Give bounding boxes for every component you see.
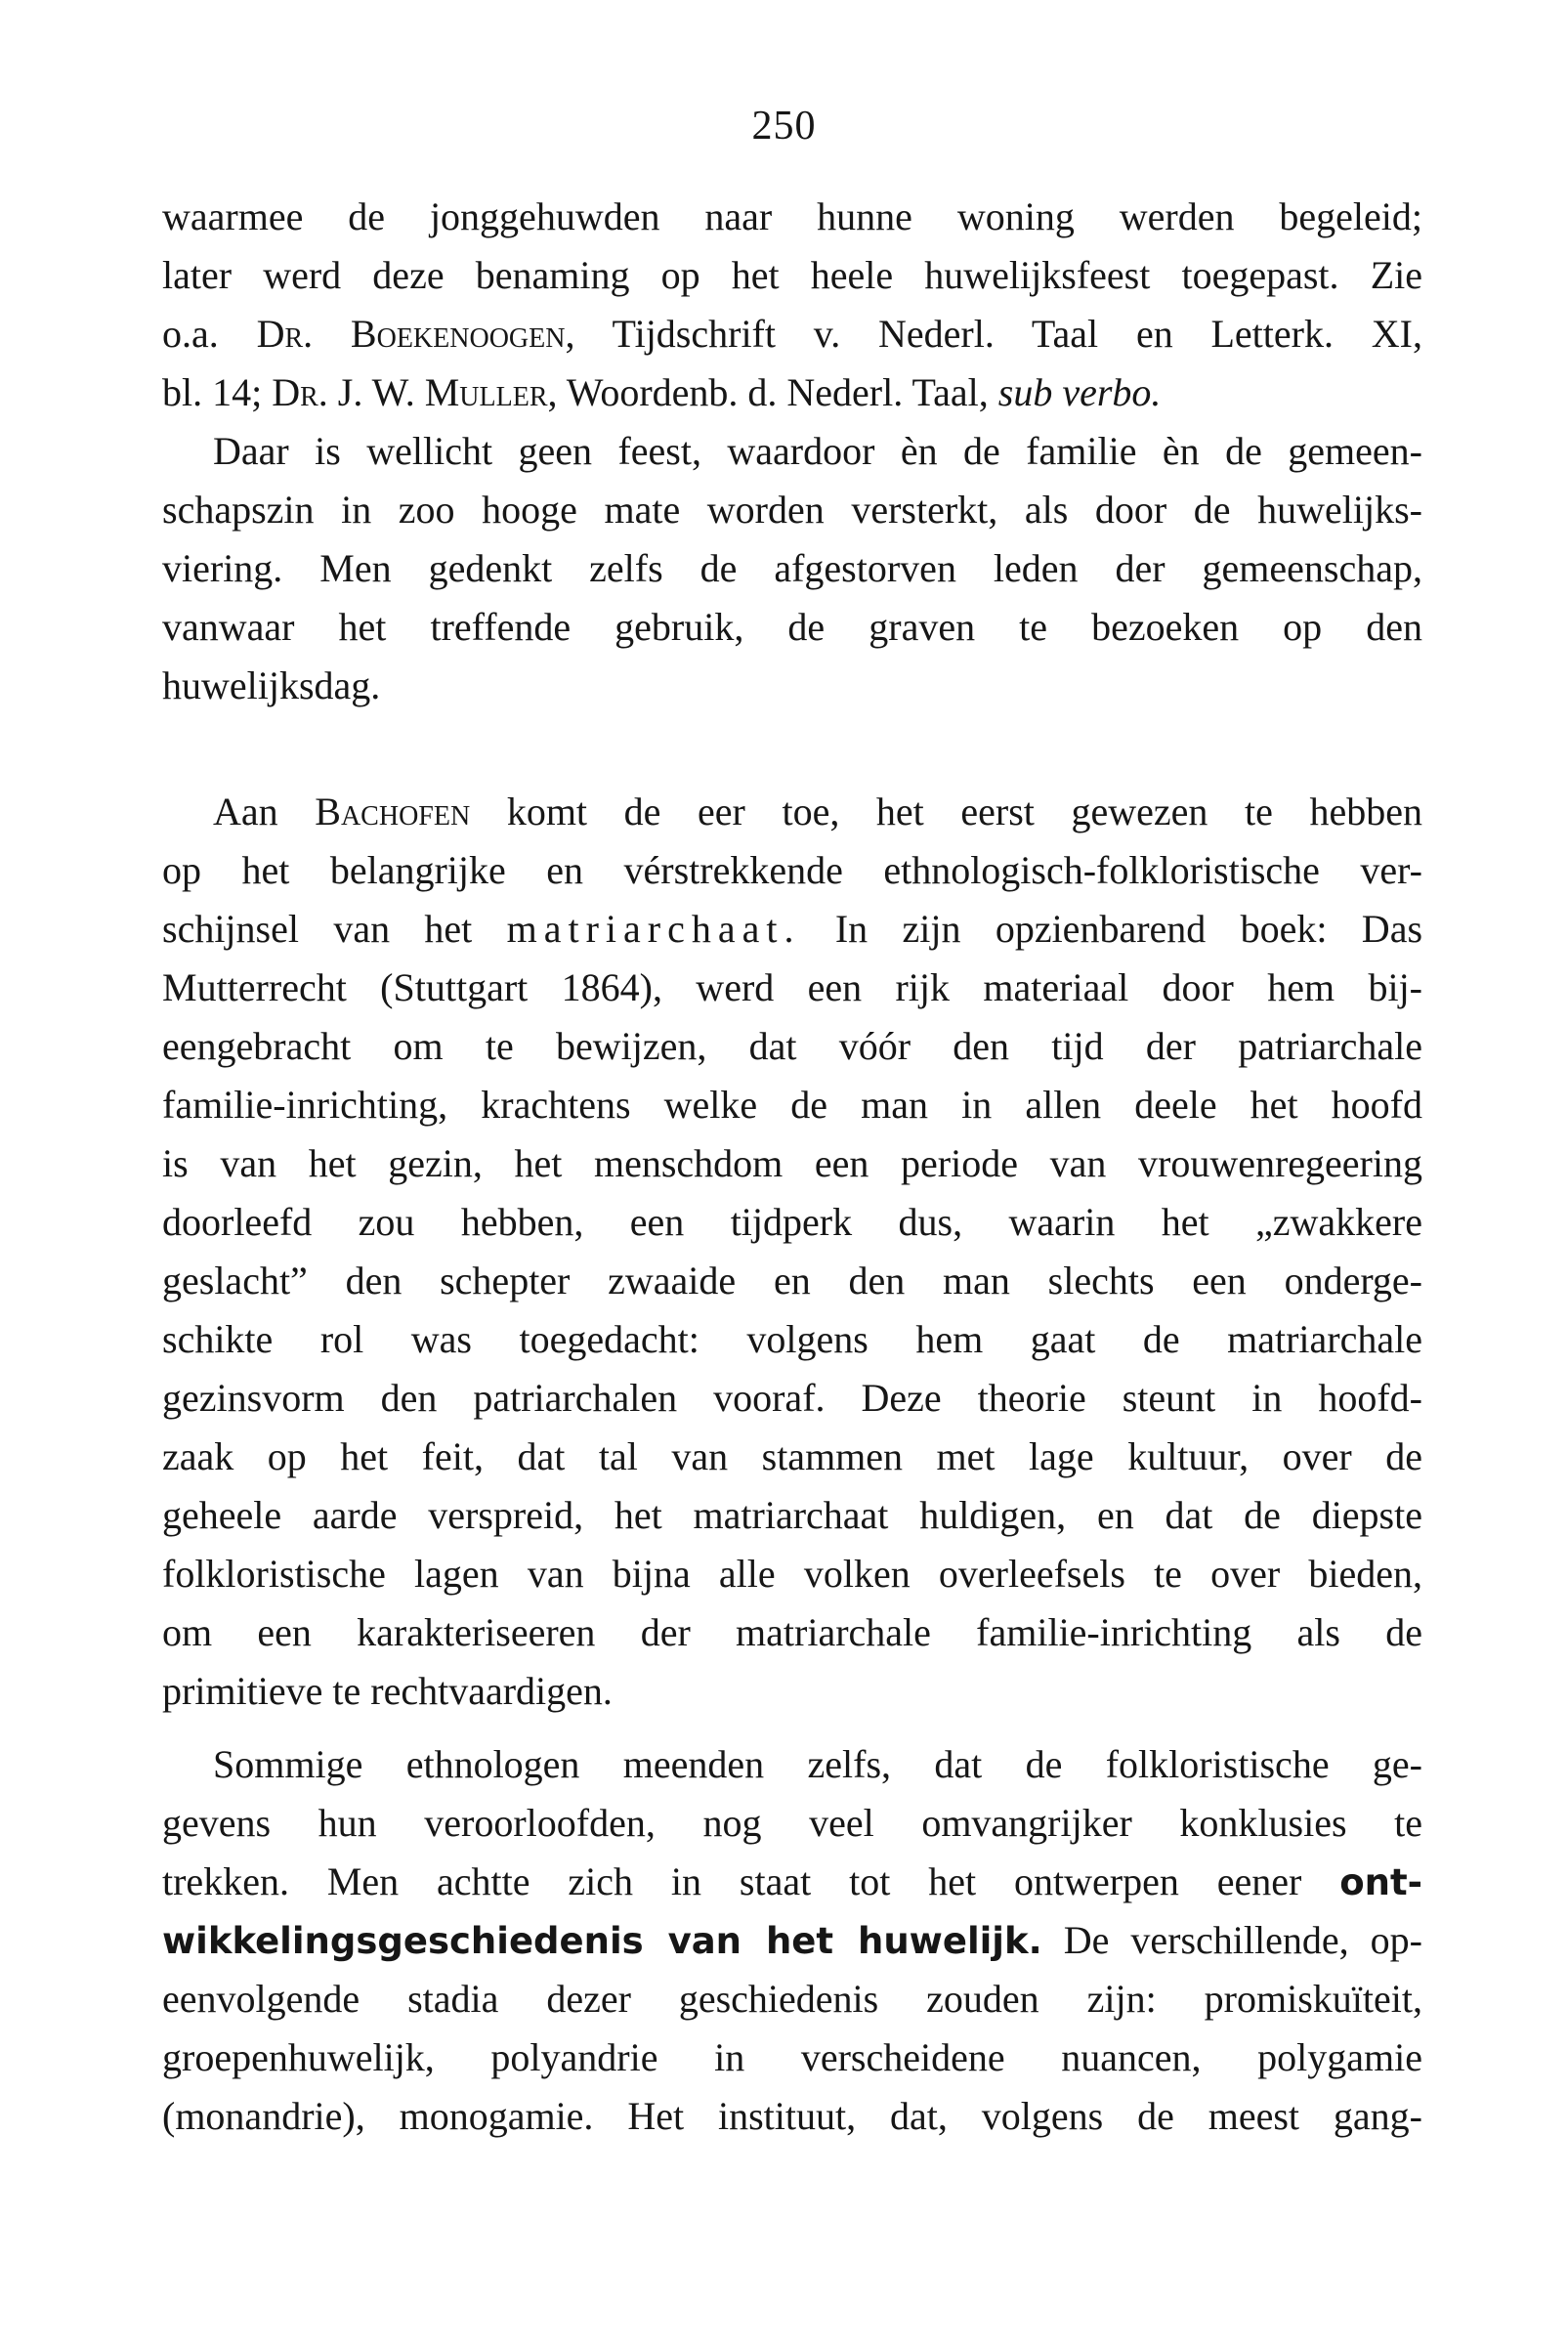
text-run: trekken. Men achtte zich in staat tot het ontwerpen eener bbox=[162, 1859, 1302, 1903]
italic-phrase: sub verbo. bbox=[997, 370, 1162, 414]
text-line bbox=[162, 365, 1422, 420]
text-line: eengebracht om te bewijzen, dat vóór den tijd der patriarchale bbox=[162, 1024, 1422, 1068]
text-line bbox=[162, 1855, 1422, 1909]
text-line: Sommige ethnologen meenden zelfs, dat de folkloristische ge- bbox=[213, 1742, 1422, 1786]
author-name: Dr. Boekenoogen, bbox=[256, 312, 575, 356]
text-run: In zijn opzienbarend boek: Das bbox=[834, 907, 1423, 951]
text-line: familie-inrichting, krachtens welke de man in allen deele het hoofd bbox=[162, 1083, 1422, 1127]
text-line bbox=[162, 902, 1422, 957]
bold-phrase: ont- bbox=[1339, 1861, 1422, 1903]
text-line bbox=[162, 1913, 1422, 1968]
text-line: om een karakteriseeren der matriarchale familie-inrichting als de bbox=[162, 1610, 1422, 1654]
text-run: bl. 14; bbox=[162, 370, 263, 414]
text-line: (monandrie), monogamie. Het instituut, dat, volgens de meest gang- bbox=[162, 2094, 1422, 2138]
text-line: huwelijksdag. bbox=[162, 663, 381, 707]
text-line: geheele aarde verspreid, het matriarchaat huldigen, en dat de diepste bbox=[162, 1493, 1422, 1537]
text-run: komt de eer toe, het eerst gewezen te hebben bbox=[506, 790, 1423, 833]
text-line: primitieve te rechtvaardigen. bbox=[162, 1669, 613, 1713]
text-run: o.a. bbox=[162, 312, 219, 356]
bold-phrase: wikkelingsgeschiedenis van het huwelijk. bbox=[162, 1920, 1042, 1962]
text-line: schapszin in zoo hooge mate worden versterkt, als door de huwelijks- bbox=[162, 488, 1422, 532]
text-line: doorleefd zou hebben, een tijdperk dus, waarin het „zwakkere bbox=[162, 1200, 1422, 1244]
text-line: later werd deze benaming op het heele huwelijksfeest toegepast. Zie bbox=[162, 253, 1422, 297]
text-run: De verschillende, op- bbox=[1063, 1918, 1423, 1962]
text-line: geslacht” den schepter zwaaide en den man slechts een onderge- bbox=[162, 1259, 1422, 1302]
page-number: 250 bbox=[751, 104, 817, 149]
text-line: op het belangrijke en vérstrekkende ethnologisch-folkloristische ver- bbox=[162, 848, 1422, 892]
text-line: zaak op het feit, dat tal van stammen met lage kultuur, over de bbox=[162, 1434, 1422, 1478]
text-line: gezinsvorm den patriarchalen vooraf. Deze theorie steunt in hoofd- bbox=[162, 1376, 1422, 1420]
text-run: schijnsel van het bbox=[162, 907, 473, 951]
text-run: Tijdschrift v. Nederl. Taal en Letterk. XI, bbox=[612, 312, 1422, 356]
text-line: folkloristische lagen van bijna alle volken overleefsels te over bieden, bbox=[162, 1552, 1422, 1596]
text-line: vanwaar het treffende gebruik, de graven te bezoeken op den bbox=[162, 605, 1422, 649]
author-name: Dr. J. W. Muller, bbox=[272, 370, 558, 414]
text-line: gevens hun veroorloofden, nog veel omvangrijker konklusies te bbox=[162, 1801, 1422, 1845]
text-line: groepenhuwelijk, polyandrie in verscheidene nuancen, polygamie bbox=[162, 2035, 1422, 2079]
text-line bbox=[213, 785, 1422, 839]
text-line: Mutterrecht (Stuttgart 1864), werd een rijk materiaal door hem bij- bbox=[162, 965, 1422, 1009]
spaced-term: matriarchaat. bbox=[506, 907, 801, 951]
text-line: viering. Men gedenkt zelfs de afgestorven leden der gemeenschap, bbox=[162, 546, 1422, 590]
text-line: waarmee de jonggehuwden naar hunne woning werden begeleid; bbox=[162, 194, 1422, 238]
text-line: schikte rol was toegedacht: volgens hem gaat de matriarchale bbox=[162, 1317, 1422, 1361]
text-run: Aan bbox=[213, 790, 278, 833]
text-run: Woordenb. d. Nederl. Taal, bbox=[566, 370, 989, 414]
text-line bbox=[162, 307, 1422, 362]
text-line: is van het gezin, het menschdom een periode van vrouwenregeering bbox=[162, 1141, 1422, 1185]
text-line: eenvolgende stadia dezer geschiedenis zouden zijn: promiskuïteit, bbox=[162, 1977, 1422, 2021]
author-name: Bachofen bbox=[315, 790, 471, 833]
text-line: Daar is wellicht geen feest, waardoor èn de familie èn de gemeen- bbox=[213, 429, 1422, 473]
